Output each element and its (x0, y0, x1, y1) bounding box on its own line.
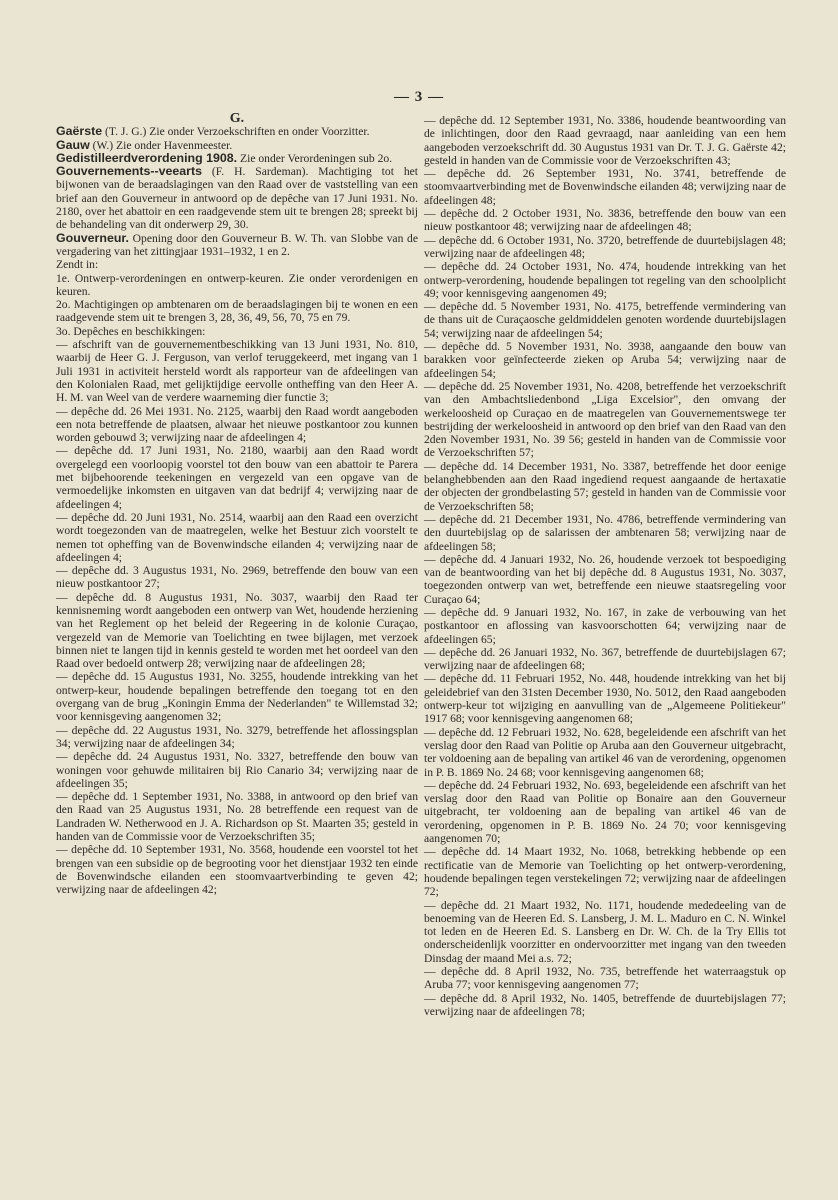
depeche-item: — depêche dd. 24 October 1931, No. 474, houdende intrekking van het ontwerp-verordening, houdende bepalingen tot regeling van den schoolplicht 49; voor kennisgeving aangenomen 49; (424, 260, 786, 300)
depeche-item: — depêche dd. 1 September 1931, No. 3388, in antwoord op den brief van den Raad van 25 Augustus 1931, No. 28 betreffende een request van de Landraden W. Netherwood en J. A. Richardson op St. Maarten 35; gesteld in handen van de Commissie voor de Verzoekschriften 35; (56, 790, 418, 844)
entry-text: (T. J. G.) Zie onder Verzoekschriften en onder Voorzitter. (102, 125, 370, 139)
depeche-item: — depêche dd. 24 Augustus 1931, No. 3327, betreffende den bouw van woningen voor gehuwde militairen bij Rio Canario 34; verwijzing naar de afdeelingen 35; (56, 750, 418, 790)
entry-text: (W.) Zie onder Havenmeester. (89, 138, 233, 152)
depeche-item: — depêche dd. 22 Augustus 1931, No. 3279, betreffende het aflossingsplan 34; verwijzing naar de afdeelingen 34; (56, 723, 418, 750)
depeche-item: — depêche dd. 26 Januari 1932, No. 367, betreffende de duurtebijslagen 67; verwijzing naar de afdeelingen 68; (424, 645, 786, 673)
depeche-item: — depêche dd. 17 Juni 1931, No. 2180, waarbij aan den Raad wordt overgelegd een voorloopig voorstel tot den bouw van een abattoir te Parera met bijbehoorende teekeningen en vergezeld van een opgave van de vermoedelijke inkomsten en uitgaven van dat bedrijf 4; verwijzing naar de afdeelingen 4; (56, 444, 418, 511)
entry-text: Opening door den Gouverneur B. W. Th. van Slobbe van de vergadering van het zittingjaar 1931–1932, 1 en 2. (56, 231, 418, 258)
depeche-item: — depêche dd. 8 Augustus 1931, No. 3037, waarbij den Raad ter kennisneming wordt aangeboden een ontwerp van Wet, houdende herziening van het Reglement op het beleid der Regeering in de kolonie Curaçao, vergezeld van de Memorie van Toelichting en twee bijlagen, met verzoek binnen niet te langen tijd in kennis gesteld te worden met het oordeel van den Raad over bedoeld ontwerp 28; verwijzing naar de afdeelingen 28; (56, 590, 418, 671)
depeche-item: — depêche dd. 25 November 1931, No. 4208, betreffende het verzoekschrift van den Ambachtsliedenbond „Liga Excelsior", den omvang der werkeloosheid op Curaçao en de maatregelen van Gouvernementswege ter bestrijding der werkeloosheid in antwoord op den brief van den Raad van den 2den November 1931, No. 39 56; gesteld in handen van de Commissie voor de Verzoekschriften 57; (424, 379, 786, 460)
depeche-item: — depêche dd. 8 April 1932, No. 735, betreffende het waterraagstuk op Aruba 77; voor kennisgeving aangenomen 77; (424, 965, 786, 992)
depeche-item: — depêche dd. 21 December 1931, No. 4786, betreffende vermindering van den duurtebijslag op de salarissen der ambtenaren 58; verwijzing naar de afdeelingen 58; (424, 512, 786, 553)
entry-heading: Gouvernements--veearts (56, 164, 202, 179)
index-entry-gouverneur (56, 232, 418, 259)
depeche-item: — depêche dd. 9 Januari 1932, No. 167, in zake de verbouwing van het postkantoor en aflossing van kasvoorschotten 64; verwijzing naar de afdeelingen 65; (424, 605, 786, 646)
left-column (56, 112, 418, 897)
section-letter: G. (229, 111, 245, 126)
depeche-item: — depêche dd. 14 December 1931, No. 3387, betreffende het door eenige belanghebbenden aan den Raad ingediend request aangaande de hertaxatie der objecten der grondbelasting 57; gesteld in handen van de Commissie voor de Verzoekschriften 58; (424, 459, 786, 513)
depeche-item: — depêche dd. 15 Augustus 1931, No. 3255, houdende intrekking van het ontwerp-keur, houdende bepalingen betreffende den toegang tot en den overgang van de brug „Koningin Emma der Nederlanden" te Willemstad 32; voor kennisgeving aangenomen 32; (56, 670, 418, 724)
depeche-item: — depêche dd. 24 Februari 1932, No. 693, begeleidende een afschrift van het verslag door den Raad van Politie op Bonaire aan den Gouverneur uitgebracht, ter voldoening aan de bepaling van artikel 46 van de verordening, opgenomen in P. B. 1869 No. 24 70; voor kennisgeving aangenomen 70; (424, 778, 786, 846)
depeche-item: — depêche dd. 11 Februari 1952, No. 448, houdende intrekking van het bij geleidebrief van den 31sten December 1930, No. 5012, den Raad aangeboden ontwerp-keur tot wijziging en aanvulling van de „Algemeene Politiekeur" 1917 68; voor kennisgeving aangenomen 68; (424, 672, 786, 726)
entry-heading: Gauw (56, 137, 90, 152)
index-entry-gedistilleerdverordening (56, 152, 418, 165)
index-entry-gaerste (56, 125, 418, 138)
depeche-item: — depêche dd. 12 Februari 1932, No. 628, begeleidende een afschrift van het verslag door den Raad van Politie op Aruba aan den Gouverneur uitgebracht, ter voldoening aan de bepaling van artikel 46 van de verordening, opgenomen in P. B. 1869 No. 24 68; voor kennisgeving aangenomen 68; (424, 725, 786, 779)
gouverneur-line: 2o. Machtigingen op ambtenaren om de beraadslagingen bij te wonen en een raadgevende stem uit te brengen 3, 28, 36, 49, 56, 70, 75 en 79. (56, 298, 418, 325)
gouverneur-line: 1e. Ontwerp-verordeningen en ontwerp-keuren. Zie onder verordenigen en keuren. (56, 271, 418, 298)
depeche-item: — depêche dd. 5 November 1931, No. 3938, aangaande den bouw van barakken voor geïnfecteerde zieken op Aruba 54; verwijzing naar de afdeelingen 54; (424, 340, 786, 380)
right-column (424, 114, 786, 1018)
depeche-item: — depêche dd. 6 October 1931, No. 3720, betreffende de duurtebijslagen 48; verwijzing naar de afdeelingen 48; (424, 233, 786, 260)
index-entry-gouvernements-veearts (56, 165, 418, 231)
depeche-item: — depêche dd. 10 September 1931, No. 3568, houdende een voorstel tot het brengen van een subsidie op de begrooting voor het dienstjaar 1932 ten einde de Bovenwindsche eilanden een stoomvaartverbinding te geven 42; verwijzing naar de afdeelingen 42; (56, 843, 418, 897)
depeche-item: — depêche dd. 4 Januari 1932, No. 26, houdende verzoek tot bespoediging van de beantwoording van het bij depêche dd. 8 Augustus 1931, No. 3037, toegezonden ontwerp van wet, betreffende een nieuwe staatsregeling voor Curaçao 64; (424, 552, 786, 606)
entry-heading: Gedistilleerdverordening 1908. (56, 150, 238, 165)
depeche-item: — depêche dd. 14 Maart 1932, No. 1068, betrekking hebbende op een rectificatie van de Memorie van Toelichting op het ontwerp-verordening, houdende bepalingen tegen verstekelingen 72; verwijzing naar de afdeelingen 72; (424, 845, 786, 899)
gouverneur-line: Zendt in: (56, 258, 99, 272)
entry-heading: Gouverneur. (56, 230, 129, 245)
depeche-item: — depêche dd. 26 Mei 1931. No. 2125, waarbij den Raad wordt aangeboden een nota betreffende de plaatsen, alwaar het nieuwe postkantoor zou kunnen worden gebouwd 3; verwijzing naar de afdeelingen 4; (56, 404, 418, 445)
index-entry-gauw (56, 139, 418, 152)
gouverneur-line: 3o. Depêches en beschikkingen: (56, 324, 206, 338)
depeche-item: — depêche dd. 26 September 1931, No. 3741, betreffende de stoomvaartverbinding met de Bovenwindsche eilanden 48; verwijzing naar de afdeelingen 48; (424, 167, 786, 207)
depeche-item: — depêche dd. 20 Juni 1931, No. 2514, waarbij aan den Raad een overzicht wordt toegezonden van de maatregelen, welke het Bestuur zich voorstelt te nemen tot opheffing van de Bovenwindsche eilanden 4; verwijzing naar de afdeelingen 4; (56, 510, 418, 564)
depeche-item: — depêche dd. 3 Augustus 1931, No. 2969, betreffende den bouw van een nieuw postkantoor 27; (56, 564, 418, 591)
depeche-item: — depêche dd. 8 April 1932, No. 1405, betreffende de duurtebijslagen 77; verwijzing naar de afdeelingen 78; (424, 991, 786, 1018)
entry-text: (F. H. Sardeman). Machtiging tot het bijwonen van de beraadslagingen van den Raad over de vaststelling van een brief aan den Gouverneur in antwoord op de depêche van 17 Juni 1931. No. 2180, over het abattoir en een raadgevende stem uit te brengen 28; spreekt bij de behandeling van dit onderwerp 29, 30. (56, 165, 418, 232)
depeche-item: — afschrift van de gouvernementbeschikking van 13 Juni 1931, No. 810, waarbij de Heer G. J. Ferguson, van verlof teruggekeerd, met ingang van 1 Juli 1931 in activiteit hersteld wordt als rapporteur van de afdeelingen van den Kolonialen Raad, met gelijktijdige eervolle ontheffing van den Heer A. H. M. van Weel van de verdere waarneming dier functie 3; (56, 338, 418, 405)
depeche-item: — depêche dd. 21 Maart 1932, No. 1171, houdende mededeeling van de benoeming van de Heeren Ed. S. Lansberg, J. M. L. Maduro en C. N. Winkel tot leden en de Heeren Ed. S. Lansberg en Dr. W. Ch. de la Try Ellis tot onderscheidenlijk voorzitter en ondervoorzitter met ingang van den tweeden Dinsdag der maand Mei a.s. 72; (424, 898, 786, 965)
entry-heading: Gaërste (56, 124, 103, 139)
page-number: — 3 — (394, 89, 444, 105)
depeche-item: — depêche dd. 12 September 1931, No. 3386, houdende beantwoording van de inlichtingen, door den Raad gevraagd, naar aanleiding van een hem aangeboden verzoekschrift dd. 30 Augustus 1931 van Dr. T. J. G. Gaërste 42; gesteld in handen van de Commissie voor de Verzoekschriften 43; (424, 114, 786, 167)
depeche-item: — depêche dd. 5 November 1931, No. 4175, betreffende vermindering van de thans uit de Curaçaosche geldmiddelen genoten wordende duurtebijslagen 54; verwijzing naar de afdeelingen 54; (424, 300, 786, 340)
depeche-item: — depêche dd. 2 October 1931, No. 3836, betreffende den bouw van een nieuw postkantoor 48; verwijzing naar de afdeelingen 48; (424, 207, 786, 234)
entry-text: Zie onder Verordeningen sub 2o. (237, 151, 393, 165)
